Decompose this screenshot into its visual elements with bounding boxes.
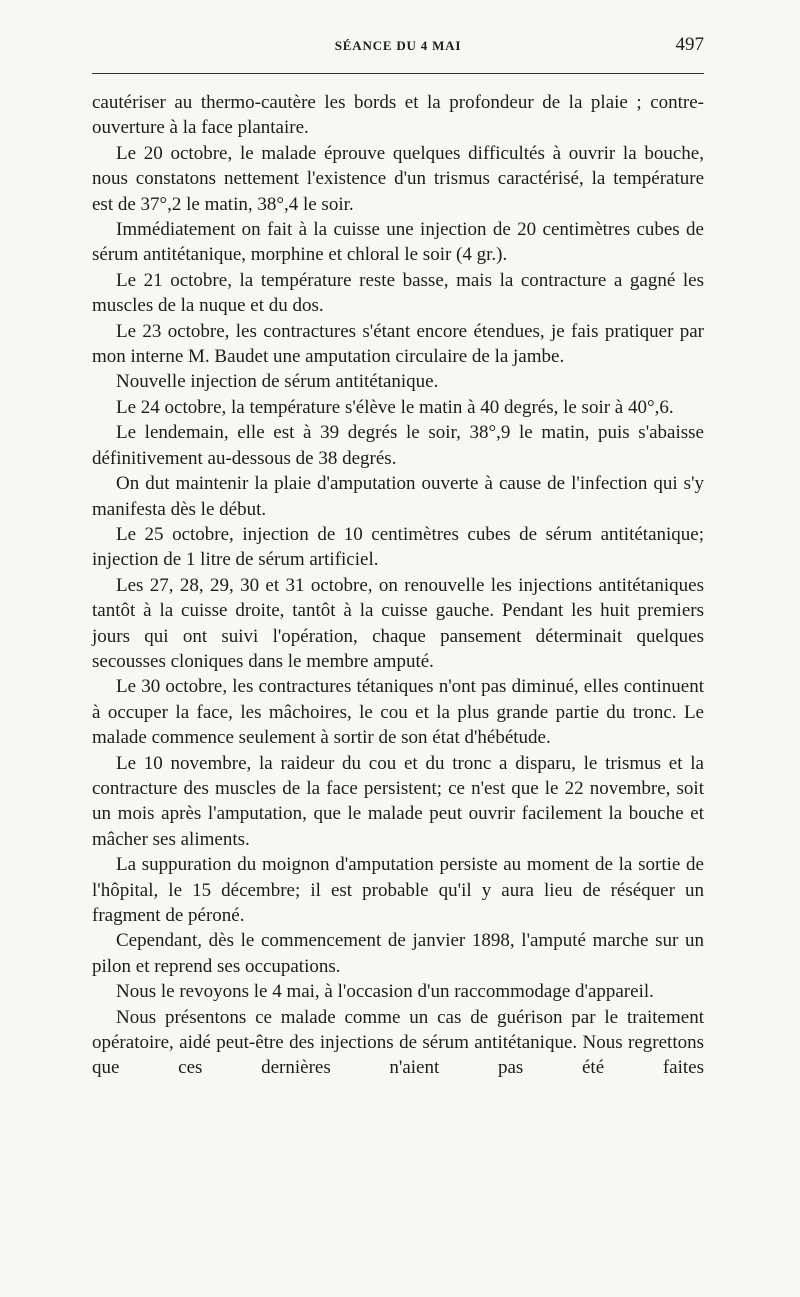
paragraph: Nouvelle injection de sérum antitétanique. xyxy=(116,371,439,393)
paragraph: Le lendemain, elle est à 39 degrés le soir, 38°,9 le matin, puis s'abaisse définitivement au-dessous de 38 degrés. xyxy=(92,422,704,469)
paragraph: Le 10 novembre, la raideur du cou et du tronc a disparu, le trismus et la contracture des muscles de la face persistent; ce n'est que le 22 novembre, soit un mois après l'amputation, que le malade peut ouvrir facilement la bouche et mâcher ses aliments. xyxy=(92,752,704,850)
paragraph: Le 30 octobre, les contractures tétaniques n'ont pas diminué, elles continuent à occuper la face, les mâchoires, le cou et la plus grande partie du tronc. Le malade commence seulement à sortir de son état d'hébétude. xyxy=(92,676,704,749)
paragraph: Le 20 octobre, le malade éprouve quelques difficultés à ouvrir la bouche, nous constatons nettement l'existence d'un trismus caractérisé, la température est de 37°,2 le matin, 38°,4 le soir. xyxy=(92,142,704,215)
paragraph: Nous présentons ce malade comme un cas de guérison par le traitement opératoire, aidé peut-être des injections de sérum antitétanique. Nous regrettons que ces dernières n'aient pas été faites xyxy=(92,1006,704,1079)
page-number: 497 xyxy=(675,34,704,55)
running-head xyxy=(92,34,704,60)
paragraph: On dut maintenir la plaie d'amputation ouverte à cause de l'infection qui s'y manifesta dès le début. xyxy=(92,473,704,520)
paragraph: Le 21 octobre, la température reste basse, mais la contracture a gagné les muscles de la nuque et du dos. xyxy=(92,269,704,317)
paragraph: Les 27, 28, 29, 30 et 31 octobre, on renouvelle les injections antitétaniques tantôt à la cuisse droite, tantôt à la cuisse gauche. Pendant les huit premiers jours qui ont suivi l'opération, chaque pansement déterminait quelques secousses cloniques dans le membre amputé. xyxy=(92,574,704,672)
paragraph: Cependant, dès le commencement de janvier 1898, l'amputé marche sur un pilon et reprend ses occupations. xyxy=(92,930,704,977)
paragraph: Nous le revoyons le 4 mai, à l'occasion d'un raccommodage d'appareil. xyxy=(116,981,654,1003)
running-title: SÉANCE DU 4 MAI xyxy=(334,38,462,53)
body-text xyxy=(92,90,704,1081)
paragraph: cautériser au thermo-cautère les bords et la profondeur de la plaie ; contre-ouverture à la face plantaire. xyxy=(92,92,704,139)
paragraph: Le 23 octobre, les contractures s'étant encore étendues, je fais pratiquer par mon interne M. Baudet une amputation circulaire de la jambe. xyxy=(92,320,704,368)
paragraph: La suppuration du moignon d'amputation persiste au moment de la sortie de l'hôpital, le 15 décembre; il est probable qu'il y aura lieu de réséquer un fragment de péroné. xyxy=(92,854,704,926)
paragraph: Le 24 octobre, la température s'élève le matin à 40 degrés, le soir à 40°,6. xyxy=(116,396,674,418)
paragraph: Immédiatement on fait à la cuisse une injection de 20 centimètres cubes de sérum antitétanique, morphine et chloral le soir (4 gr.). xyxy=(92,219,704,266)
paragraph: Le 25 octobre, injection de 10 centimètres cubes de sérum antitétanique; injection de 1 litre de sérum artificiel. xyxy=(92,523,704,571)
header-rule xyxy=(92,73,704,74)
